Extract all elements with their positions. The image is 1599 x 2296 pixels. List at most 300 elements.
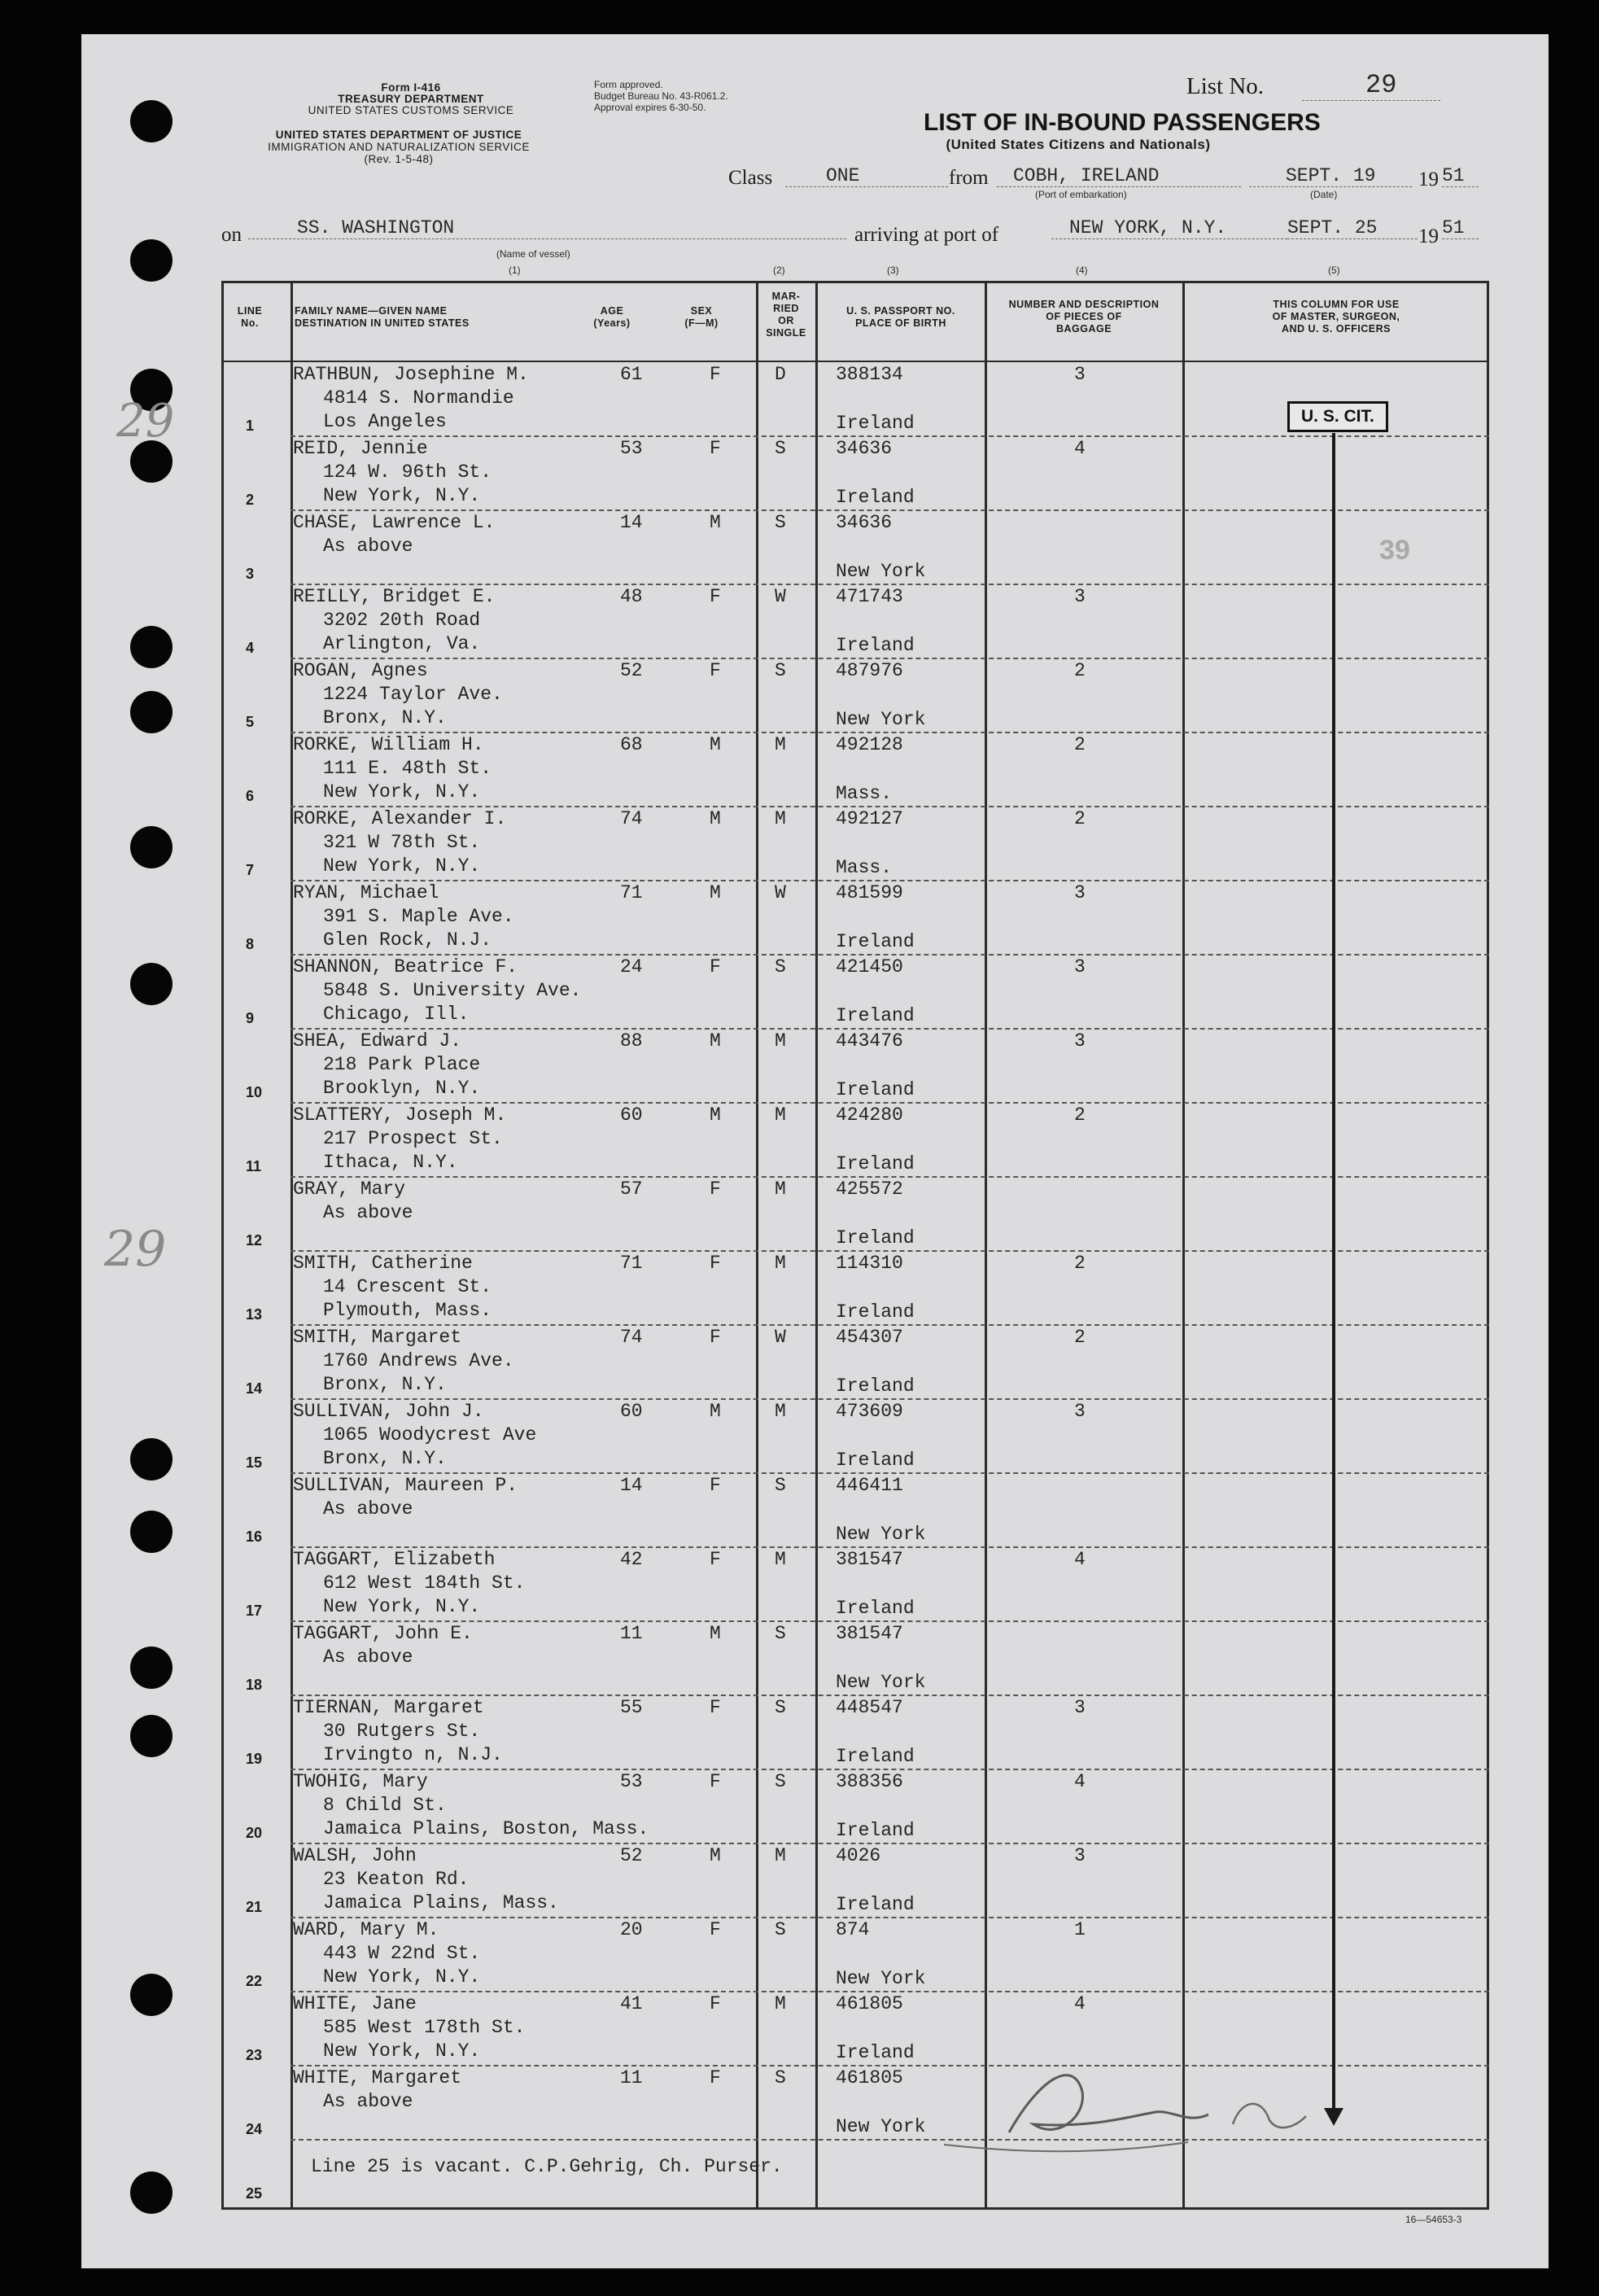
form-number: Form I-416 [381, 81, 441, 94]
marital-status: M [775, 1104, 786, 1126]
sex-value: F [710, 1993, 721, 2014]
arrival-date: SEPT. 25 [1287, 217, 1418, 239]
baggage-count: 2 [1074, 1253, 1086, 1274]
address-line-2: New York, N.Y. [323, 855, 481, 877]
place-of-birth: New York [836, 561, 926, 582]
passenger-row [221, 1103, 1489, 1177]
on-label: on [221, 224, 242, 246]
line-number: 24 [246, 2121, 263, 2137]
place-of-birth: Ireland [836, 635, 915, 656]
line-number: 20 [246, 1825, 263, 1841]
age-value: 20 [620, 1919, 643, 1940]
sex-value: F [710, 1179, 721, 1200]
age-value: 53 [620, 438, 643, 459]
marital-status: D [775, 364, 786, 385]
address-line-1: As above [323, 1647, 413, 1668]
age-value: 74 [620, 808, 643, 829]
passenger-row [221, 1695, 1489, 1769]
marital-status: M [775, 1179, 786, 1200]
address-line-2: Plymouth, Mass. [323, 1300, 492, 1321]
sex-value: F [710, 1253, 721, 1274]
col-header-baggage: NUMBER AND DESCRIPTION OF PIECES OF BAGGAGE [1008, 299, 1160, 335]
age-value: 42 [620, 1549, 643, 1570]
marital-status: S [775, 438, 786, 459]
line-number: 18 [246, 1677, 263, 1693]
passport-number: 481599 [836, 882, 903, 903]
age-value: 60 [620, 1104, 643, 1126]
place-of-birth: Ireland [836, 1005, 915, 1026]
line-number: 16 [246, 1528, 263, 1545]
passenger-row [221, 584, 1489, 658]
place-of-birth: Ireland [836, 931, 915, 952]
passenger-name: GRAY, Mary [293, 1179, 406, 1200]
age-value: 53 [620, 1771, 643, 1792]
marital-status: S [775, 1475, 786, 1496]
address-line-1: 612 West 184th St. [323, 1572, 526, 1594]
passport-number: 421450 [836, 956, 903, 977]
class-value: ONE [785, 165, 948, 187]
age-value: 74 [620, 1327, 643, 1348]
col-number-5: (5) [1328, 265, 1340, 276]
place-of-birth: Ireland [836, 1894, 915, 1915]
baggage-count: 3 [1074, 364, 1086, 385]
marital-status: M [775, 1549, 786, 1570]
sex-value: F [710, 1919, 721, 1940]
place-of-birth: Mass. [836, 857, 893, 878]
col-number-2: (2) [773, 265, 785, 276]
passenger-name: REID, Jennie [293, 438, 428, 459]
address-line-2: New York, N.Y. [323, 485, 481, 506]
marital-status: S [775, 512, 786, 533]
from-label: from [949, 167, 989, 189]
punch-hole [130, 100, 173, 142]
passenger-table [221, 281, 1489, 2210]
punch-hole [130, 1715, 173, 1757]
address-line-1: 1760 Andrews Ave. [323, 1350, 514, 1371]
address-line-2: Bronx, N.Y. [323, 1374, 447, 1395]
marital-status: S [775, 1919, 786, 1940]
place-of-birth: Ireland [836, 1450, 915, 1471]
passport-number: 448547 [836, 1697, 903, 1718]
baggage-count: 3 [1074, 882, 1086, 903]
address-line-2: Ithaca, N.Y. [323, 1152, 458, 1173]
passport-number: 114310 [836, 1253, 903, 1274]
sex-value: F [710, 1549, 721, 1570]
sex-value: M [710, 1845, 721, 1866]
arrival-year-prefix: 19 [1418, 225, 1439, 247]
baggage-count: 3 [1074, 1401, 1086, 1422]
age-value: 68 [620, 734, 643, 755]
passenger-row [221, 1251, 1489, 1325]
sex-value: M [710, 882, 721, 903]
marital-status: S [775, 2067, 786, 2088]
place-of-birth: Ireland [836, 487, 915, 508]
address-line-2: Arlington, Va. [323, 633, 481, 654]
passenger-row [221, 1621, 1489, 1695]
footer-code: 16—54653-3 [1405, 2214, 1462, 2225]
passport-number: 454307 [836, 1327, 903, 1348]
sex-value: F [710, 1327, 721, 1348]
passenger-name: TAGGART, John E. [293, 1623, 473, 1644]
place-of-birth: Ireland [836, 1079, 915, 1100]
marital-status: W [775, 1327, 786, 1348]
line-number: 23 [246, 2047, 263, 2063]
passport-number: 381547 [836, 1549, 903, 1570]
line-number: 19 [246, 1751, 263, 1767]
handwritten-39: 39 [1379, 535, 1410, 566]
address-line-2: Los Angeles [323, 411, 447, 432]
baggage-count: 3 [1074, 586, 1086, 607]
passport-number: 487976 [836, 660, 903, 681]
justice-dept: UNITED STATES DEPARTMENT OF JUSTICE [275, 129, 522, 141]
embarkation-caption: (Port of embarkation) [1035, 189, 1127, 200]
passport-number: 471743 [836, 586, 903, 607]
sex-value: F [710, 364, 721, 385]
passport-number: 443476 [836, 1030, 903, 1052]
col-header-officers: THIS COLUMN FOR USE OF MASTER, SURGEON, AND U. S. OFFICERS [1272, 299, 1400, 335]
line-number: 2 [246, 492, 255, 508]
baggage-count: 2 [1074, 1104, 1086, 1126]
arriving-label: arriving at port of [854, 224, 999, 246]
revision: (Rev. 1-5-48) [364, 153, 434, 165]
approval-line-1: Form approved. [594, 79, 663, 90]
passport-number: 425572 [836, 1179, 903, 1200]
address-line-1: 1224 Taylor Ave. [323, 684, 503, 705]
address-line-1: 391 S. Maple Ave. [323, 906, 514, 927]
age-value: 11 [620, 1623, 643, 1644]
list-number: 29 [1302, 70, 1440, 101]
age-value: 48 [620, 586, 643, 607]
address-line-2: Jamaica Plains, Boston, Mass. [323, 1818, 649, 1839]
marital-status: M [775, 1253, 786, 1274]
passenger-name: SLATTERY, Joseph M. [293, 1104, 507, 1126]
arrow-line [1332, 433, 1335, 2111]
address-line-1: 14 Crescent St. [323, 1276, 492, 1297]
age-value: 88 [620, 1030, 643, 1052]
passenger-row [221, 1843, 1489, 1918]
marital-status: S [775, 1623, 786, 1644]
line-25-note: Line 25 is vacant. C.P.Gehrig, Ch. Purser. [311, 2156, 783, 2177]
passenger-row [221, 1473, 1489, 1547]
col-number-4: (4) [1076, 265, 1088, 276]
address-line-1: 23 Keaton Rd. [323, 1869, 470, 1890]
marital-status: M [775, 1030, 786, 1052]
col-number-1: (1) [509, 265, 521, 276]
sex-value: M [710, 512, 721, 533]
address-line-2: Brooklyn, N.Y. [323, 1078, 481, 1099]
address-line-2: New York, N.Y. [323, 2040, 481, 2062]
col-header-line: LINE No. [237, 305, 263, 329]
baggage-count: 3 [1074, 1697, 1086, 1718]
customs-service: UNITED STATES CUSTOMS SERVICE [308, 104, 514, 116]
passport-number: 34636 [836, 438, 893, 459]
punch-hole [130, 1438, 173, 1480]
vessel-caption: (Name of vessel) [496, 248, 570, 260]
address-line-1: 124 W. 96th St. [323, 461, 492, 483]
passenger-row [221, 1399, 1489, 1473]
col-header-name: FAMILY NAME—GIVEN NAME DESTINATION IN UNITED STATES [295, 305, 470, 329]
sex-value: M [710, 734, 721, 755]
age-value: 71 [620, 1253, 643, 1274]
age-value: 11 [620, 2067, 643, 2088]
document-subtitle: (United States Citizens and Nationals) [946, 137, 1211, 152]
passport-number: 461805 [836, 1993, 903, 2014]
passport-number: 461805 [836, 2067, 903, 2088]
passport-number: 4026 [836, 1845, 881, 1866]
place-of-birth: New York [836, 1524, 926, 1545]
arrival-port: NEW YORK, N.Y. [1051, 217, 1287, 239]
passenger-name: REILLY, Bridget E. [293, 586, 496, 607]
handwritten-margin-29: 29 [116, 395, 175, 448]
address-line-1: 3202 20th Road [323, 610, 481, 631]
passenger-name: RYAN, Michael [293, 882, 439, 903]
baggage-count: 2 [1074, 660, 1086, 681]
us-citizen-stamp: U. S. CIT. [1287, 401, 1388, 432]
baggage-count: 2 [1074, 734, 1086, 755]
punch-hole [130, 691, 173, 733]
address-line-1: 321 W 78th St. [323, 832, 481, 853]
address-line-2: Bronx, N.Y. [323, 707, 447, 728]
address-line-1: As above [323, 2091, 413, 2112]
address-line-2: Glen Rock, N.J. [323, 929, 492, 951]
line-number: 7 [246, 862, 255, 878]
age-value: 55 [620, 1697, 643, 1718]
address-line-1: 5848 S. University Ave. [323, 980, 582, 1001]
arrow-head-icon [1324, 2108, 1343, 2126]
baggage-count: 3 [1074, 1845, 1086, 1866]
passenger-name: RORKE, Alexander I. [293, 808, 507, 829]
sex-value: M [710, 1104, 721, 1126]
line-number: 4 [246, 640, 255, 656]
place-of-birth: New York [836, 1968, 926, 1989]
line-number: 12 [246, 1232, 263, 1249]
address-line-1: 443 W 22nd St. [323, 1943, 481, 1964]
place-of-birth: Ireland [836, 1153, 915, 1174]
marital-status: S [775, 956, 786, 977]
line-number-25: 25 [246, 2185, 263, 2202]
place-of-birth: Ireland [836, 1227, 915, 1249]
passenger-row [221, 1177, 1489, 1251]
line-number: 1 [246, 418, 255, 434]
marital-status: S [775, 1771, 786, 1792]
passport-number: 34636 [836, 512, 893, 533]
address-line-2: New York, N.Y. [323, 1596, 481, 1617]
line-number: 22 [246, 1973, 263, 1989]
vessel-name: SS. WASHINGTON [248, 217, 846, 239]
line-number: 3 [246, 566, 255, 582]
line-number: 10 [246, 1084, 263, 1100]
place-of-birth: Ireland [836, 2042, 915, 2063]
line-number: 14 [246, 1380, 263, 1397]
baggage-count: 2 [1074, 808, 1086, 829]
passenger-row [221, 1918, 1489, 1992]
passenger-name: SMITH, Margaret [293, 1327, 462, 1348]
passenger-row [221, 1547, 1489, 1621]
approval-line-2: Budget Bureau No. 43-R061.2. [594, 90, 728, 102]
passport-number: 388356 [836, 1771, 903, 1792]
date-caption: (Date) [1310, 189, 1338, 200]
line-number: 21 [246, 1899, 263, 1915]
place-of-birth: New York [836, 1672, 926, 1693]
passenger-row [221, 1029, 1489, 1103]
passenger-name: SULLIVAN, Maureen P. [293, 1475, 518, 1496]
passenger-name: SULLIVAN, John J. [293, 1401, 484, 1422]
handwritten-margin-29-lower: 29 [104, 1221, 167, 1278]
passenger-name: SHEA, Edward J. [293, 1030, 462, 1052]
passenger-name: WHITE, Jane [293, 1993, 417, 2014]
address-line-1: 585 West 178th St. [323, 2017, 526, 2038]
document-title: LIST OF IN-BOUND PASSENGERS [924, 109, 1321, 136]
passenger-name: RORKE, William H. [293, 734, 484, 755]
sex-value: M [710, 1030, 721, 1052]
age-value: 57 [620, 1179, 643, 1200]
baggage-count: 3 [1074, 1030, 1086, 1052]
sex-value: F [710, 1475, 721, 1496]
passenger-name: WARD, Mary M. [293, 1919, 439, 1940]
line-number: 9 [246, 1010, 255, 1026]
line-number: 5 [246, 714, 255, 730]
punch-hole [130, 826, 173, 868]
address-line-1: 111 E. 48th St. [323, 758, 492, 779]
departure-year: 51 [1442, 165, 1479, 187]
passenger-row [221, 807, 1489, 881]
place-of-birth: Ireland [836, 1598, 915, 1619]
sex-value: F [710, 1697, 721, 1718]
marital-status: M [775, 734, 786, 755]
sex-value: F [710, 2067, 721, 2088]
address-line-2: New York, N.Y. [323, 1966, 481, 1988]
line-number: 13 [246, 1306, 263, 1323]
age-value: 71 [620, 882, 643, 903]
passenger-name: WHITE, Margaret [293, 2067, 462, 2088]
passenger-name: CHASE, Lawrence L. [293, 512, 496, 533]
passport-number: 388134 [836, 364, 903, 385]
punch-hole [130, 1647, 173, 1689]
line-number: 6 [246, 788, 255, 804]
sex-value: F [710, 586, 721, 607]
address-line-1: 217 Prospect St. [323, 1128, 503, 1149]
line-number: 11 [246, 1158, 262, 1174]
punch-hole [130, 2171, 173, 2214]
passenger-row [221, 510, 1489, 584]
baggage-count: 4 [1074, 1993, 1086, 2014]
passport-number: 381547 [836, 1623, 903, 1644]
approval-line-3: Approval expires 6-30-50. [594, 102, 706, 113]
age-value: 14 [620, 512, 643, 533]
address-line-2: Irvingto n, N.J. [323, 1744, 503, 1765]
place-of-birth: Ireland [836, 1820, 915, 1841]
marital-status: S [775, 660, 786, 681]
marital-status: M [775, 808, 786, 829]
class-label: Class [728, 167, 773, 189]
line-number: 15 [246, 1454, 263, 1471]
place-of-birth: Ireland [836, 413, 915, 434]
passenger-name: WALSH, John [293, 1845, 417, 1866]
marital-status: S [775, 1697, 786, 1718]
punch-hole [130, 1511, 173, 1553]
marital-status: M [775, 1845, 786, 1866]
col-header-sex: SEX (F—M) [684, 305, 719, 329]
passport-number: 492128 [836, 734, 903, 755]
sex-value: F [710, 660, 721, 681]
arrival-year: 51 [1442, 217, 1479, 239]
age-value: 52 [620, 660, 643, 681]
baggage-count: 4 [1074, 438, 1086, 459]
place-of-birth: Ireland [836, 1301, 915, 1323]
baggage-count: 1 [1074, 1919, 1086, 1940]
address-line-1: As above [323, 1498, 413, 1520]
baggage-count: 4 [1074, 1549, 1086, 1570]
sex-value: F [710, 1771, 721, 1792]
age-value: 14 [620, 1475, 643, 1496]
baggage-count: 3 [1074, 956, 1086, 977]
passenger-name: SMITH, Catherine [293, 1253, 473, 1274]
baggage-count: 2 [1074, 1327, 1086, 1348]
address-line-1: 4814 S. Normandie [323, 387, 514, 409]
sex-value: F [710, 438, 721, 459]
marital-status: M [775, 1993, 786, 2014]
address-line-1: As above [323, 536, 413, 557]
sex-value: M [710, 808, 721, 829]
address-line-1: 218 Park Place [323, 1054, 481, 1075]
passenger-name: RATHBUN, Josephine M. [293, 364, 529, 385]
address-line-2: Chicago, Ill. [323, 1004, 470, 1025]
passenger-name: ROGAN, Agnes [293, 660, 428, 681]
marital-status: M [775, 1401, 786, 1422]
address-line-2: Jamaica Plains, Mass. [323, 1892, 559, 1913]
punch-hole [130, 626, 173, 668]
age-value: 52 [620, 1845, 643, 1866]
place-of-birth: Mass. [836, 783, 893, 804]
punch-hole [130, 1974, 173, 2016]
passport-number: 424280 [836, 1104, 903, 1126]
passenger-row [221, 1769, 1489, 1843]
passenger-row [221, 436, 1489, 510]
punch-hole [130, 239, 173, 282]
passport-number: 492127 [836, 808, 903, 829]
place-of-birth: Ireland [836, 1375, 915, 1397]
col-header-age: AGE (Years) [593, 305, 631, 329]
age-value: 61 [620, 364, 643, 385]
passenger-name: TAGGART, Elizabeth [293, 1549, 496, 1570]
passenger-row [221, 955, 1489, 1029]
passenger-row [221, 881, 1489, 955]
punch-hole [130, 963, 173, 1005]
age-value: 41 [620, 1993, 643, 2014]
list-no-label: List No. [1186, 73, 1265, 99]
passport-number: 473609 [836, 1401, 903, 1422]
col-header-married: MAR- RIED OR SINGLE [766, 291, 806, 339]
passport-number: 446411 [836, 1475, 903, 1496]
line-number: 8 [246, 936, 255, 952]
passport-number: 874 [836, 1919, 870, 1940]
passenger-name: SHANNON, Beatrice F. [293, 956, 518, 977]
address-line-1: 8 Child St. [323, 1795, 447, 1816]
address-line-2: Bronx, N.Y. [323, 1448, 447, 1469]
place-of-birth: Ireland [836, 1746, 915, 1767]
sex-value: F [710, 956, 721, 977]
marital-status: W [775, 586, 786, 607]
passenger-row [221, 658, 1489, 733]
baggage-count: 4 [1074, 1771, 1086, 1792]
address-line-2: New York, N.Y. [323, 781, 481, 803]
signature [920, 2051, 1326, 2165]
sex-value: M [710, 1623, 721, 1644]
age-value: 24 [620, 956, 643, 977]
place-of-birth: New York [836, 709, 926, 730]
passenger-name: TIERNAN, Margaret [293, 1697, 484, 1718]
passenger-name: TWOHIG, Mary [293, 1771, 428, 1792]
